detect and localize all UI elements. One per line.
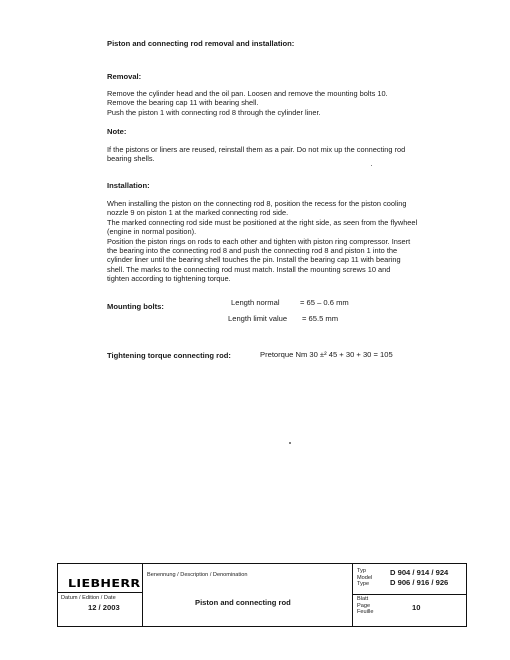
length-limit-label: Length limit value xyxy=(228,314,288,323)
installation-line: (engine in normal position). xyxy=(107,227,197,237)
installation-line: cylinder liner until the bearing shell touches the pin. Install the bearing cap 11 with bearing xyxy=(107,255,401,265)
note-line: If the pistons or liners are reused, reinstall them as a pair. Do not mix up the connecting rod xyxy=(107,145,406,154)
installation-text xyxy=(107,199,417,284)
length-limit-value: = 65.5 mm xyxy=(302,314,339,323)
removal-title: Removal: xyxy=(107,72,142,81)
type-value: D 906 / 916 / 926 xyxy=(390,578,449,587)
length-normal-value: = 65 – 0.6 mm xyxy=(300,298,349,307)
installation-line: tighten according to tightening torque. xyxy=(107,274,231,284)
scan-speck xyxy=(289,442,291,444)
description-value: Piston and connecting rod xyxy=(195,598,291,607)
description-label: Benennung / Description / Denomination xyxy=(147,572,248,578)
date-value: 12 / 2003 xyxy=(88,603,120,612)
mounting-bolts-label: Mounting bolts: xyxy=(107,302,164,311)
installation-line: Position the piston rings on rods to each other and tighten with piston ring compressor. Insert xyxy=(107,236,411,246)
note-title: Note: xyxy=(107,127,127,136)
date-label: Datum / Edition / Date xyxy=(61,595,116,601)
installation-line: the bearing into the connecting rod 8 and push the connecting rod 8 and piston 1 into the xyxy=(107,246,398,256)
page-labels: Blatt Page Feuille xyxy=(357,596,374,616)
removal-line: Push the piston 1 with connecting rod 8 through the cylinder liner. xyxy=(107,107,321,117)
note-text xyxy=(107,145,405,164)
installation-line: When installing the piston on the connecting rod 8, position the recess for the piston cooling xyxy=(107,199,407,208)
scan-speck xyxy=(371,165,372,166)
removal-line: Remove the bearing cap 11 with bearing shell. xyxy=(107,98,259,108)
installation-line: nozzle 9 on piston 1 at the marked connecting rod side. xyxy=(107,208,289,218)
note-line: bearing shells. xyxy=(107,154,155,164)
installation-line: The marked connecting rod side must be positioned at the right side, as seen from the flywheel xyxy=(107,217,418,227)
page-number: 10 xyxy=(412,603,421,612)
torque-label: Tightening torque connecting rod: xyxy=(107,351,231,360)
title-block xyxy=(57,563,467,627)
page-title: Piston and connecting rod removal and installation: xyxy=(107,39,295,48)
length-normal-label: Length normal xyxy=(231,298,280,307)
removal-text xyxy=(107,89,388,117)
installation-line: shell. The marks to the connecting rod must match. Install the mounting screws 10 and xyxy=(107,264,391,274)
installation-title: Installation: xyxy=(107,181,150,190)
torque-value: Pretorque Nm 30 ±² 45 + 30 + 30 = 105 xyxy=(260,350,393,359)
type-value: D 904 / 914 / 924 xyxy=(390,568,449,577)
type-labels: Typ Model Type xyxy=(357,568,373,588)
removal-line: Remove the cylinder head and the oil pan. Loosen and remove the mounting bolts 10. xyxy=(107,89,388,98)
liebherr-logo: LIEBHERR xyxy=(68,577,141,590)
